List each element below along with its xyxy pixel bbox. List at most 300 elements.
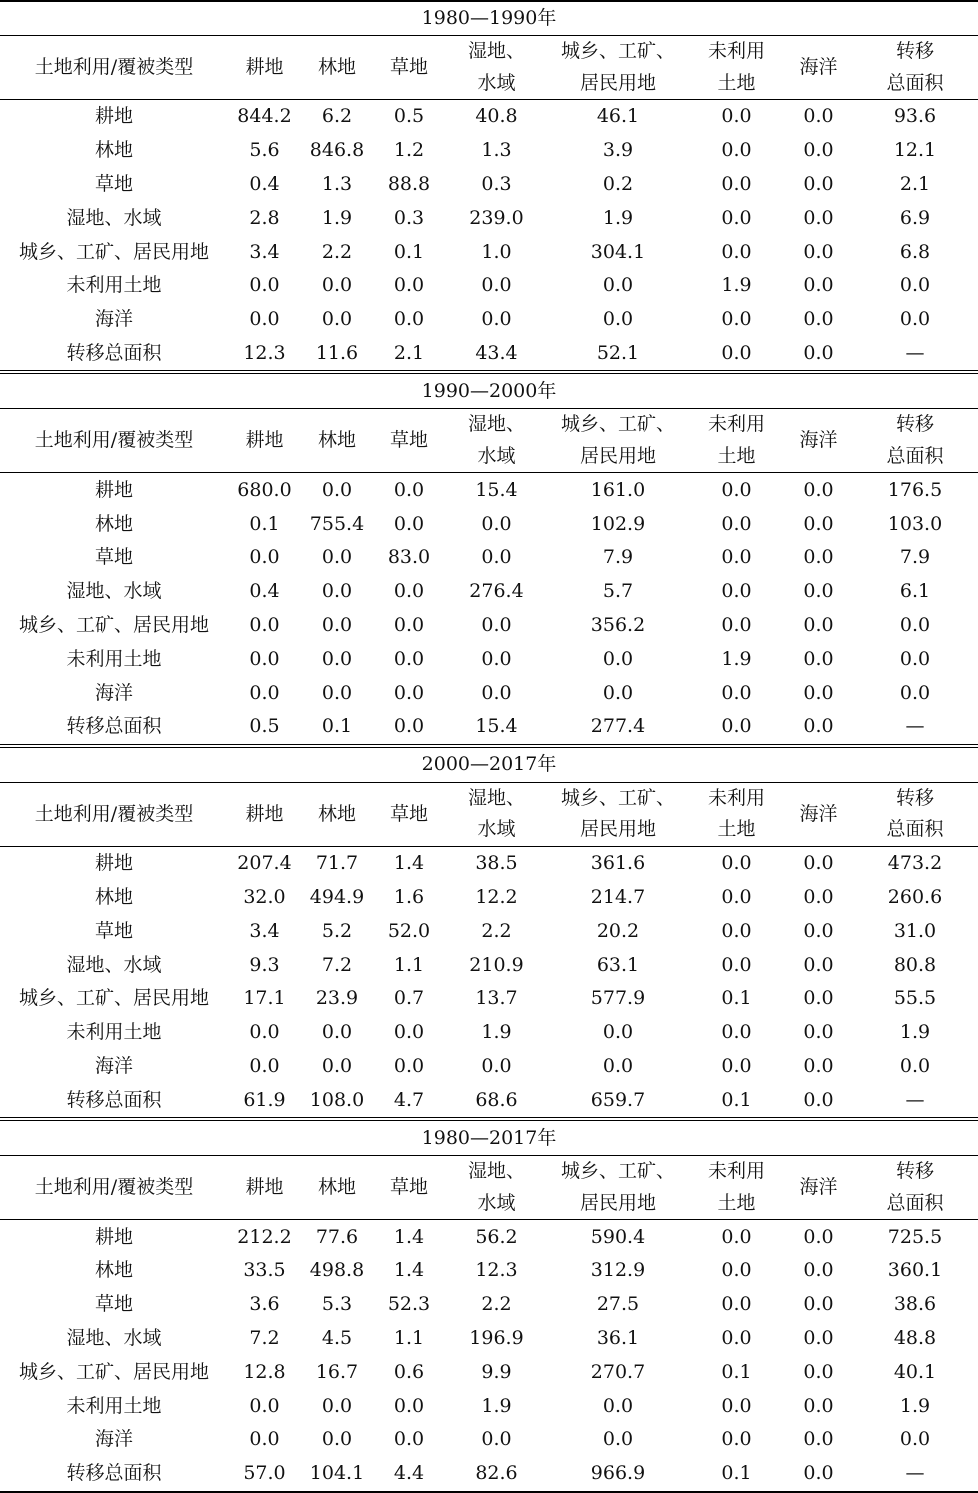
row-label: 未利用土地 xyxy=(66,274,162,297)
cell-ocean: 0.0 xyxy=(803,1088,834,1111)
cell-wetland: 0.0 xyxy=(481,512,512,535)
cell-wetland: 38.5 xyxy=(475,852,518,875)
table-row xyxy=(0,1322,978,1356)
period-title: 1980—2017年 xyxy=(0,1119,978,1156)
cell-grass: 0.0 xyxy=(393,274,425,297)
cell-total: 0.0 xyxy=(899,1054,931,1077)
header-unused-line2: 土地 xyxy=(688,1187,785,1220)
cell-urban: 0.0 xyxy=(602,647,634,670)
cell-grass: 0.6 xyxy=(393,1360,425,1383)
header-wetland-line2: 水域 xyxy=(445,67,548,100)
cell-urban: 1.9 xyxy=(602,206,634,229)
cell-urban: 312.9 xyxy=(590,1259,646,1282)
cell-urban: 0.0 xyxy=(602,308,634,331)
cell-wetland: 0.3 xyxy=(481,172,512,195)
header-total-line1: 转移 xyxy=(895,786,934,809)
cell-urban: 590.4 xyxy=(590,1225,646,1248)
cell-farmland: 3.6 xyxy=(249,1293,280,1316)
cell-ocean: 0.0 xyxy=(803,308,834,331)
cell-ocean: 0.0 xyxy=(803,1394,834,1417)
cell-farmland: 17.1 xyxy=(243,987,286,1010)
cell-unused: 0.0 xyxy=(721,341,752,364)
cell-total: 93.6 xyxy=(893,105,937,128)
header-forest: 林地 xyxy=(301,409,373,473)
cell-grass: 1.6 xyxy=(393,885,425,908)
header-wetland-line1: 湿地、 xyxy=(467,40,525,62)
cell-total: 176.5 xyxy=(887,478,943,501)
cell-wetland: 0.0 xyxy=(481,681,512,704)
row-label: 草地 xyxy=(94,1293,133,1316)
header-wetland-line1: 湿地、 xyxy=(467,786,525,809)
header-farmland: 耕地 xyxy=(228,1156,301,1220)
cell-grass: 88.8 xyxy=(387,172,431,195)
cell-unused: 0.0 xyxy=(721,1054,752,1077)
cell-total: 0.0 xyxy=(899,1428,931,1451)
period-title: 1980—1990年 xyxy=(0,1,978,36)
cell-unused: 0.0 xyxy=(721,681,752,704)
cell-urban: 0.0 xyxy=(602,274,634,297)
cell-grass: 0.0 xyxy=(393,647,425,670)
header-type-label: 土地利用/覆被类型 xyxy=(0,782,228,846)
cell-ocean: 0.0 xyxy=(803,139,834,162)
cell-urban: 270.7 xyxy=(590,1360,646,1383)
cell-grass: 0.0 xyxy=(393,308,425,331)
cell-forest: 0.0 xyxy=(321,681,353,704)
cell-grass: 4.7 xyxy=(393,1088,425,1111)
row-label: 耕地 xyxy=(94,105,133,128)
header-total-line2: 总面积 xyxy=(852,67,978,100)
cell-unused: 0.0 xyxy=(721,1326,752,1349)
table-row xyxy=(0,1288,978,1322)
table-row xyxy=(0,303,978,337)
cell-forest: 0.0 xyxy=(321,1021,353,1044)
cell-unused: 0.1 xyxy=(688,1457,785,1492)
cell-total: 31.0 xyxy=(893,919,937,942)
cell-grass: 0.0 xyxy=(393,715,425,738)
cell-ocean: 0.0 xyxy=(803,1293,834,1316)
cell-wetland: 43.4 xyxy=(475,341,518,364)
cell-urban: 277.4 xyxy=(590,715,646,738)
table-row xyxy=(0,1423,978,1457)
cell-urban: 5.7 xyxy=(602,580,634,603)
cell-urban: 0.0 xyxy=(602,1021,634,1044)
cell-grass: 0.3 xyxy=(393,206,425,229)
cell-grass: 0.1 xyxy=(393,240,425,263)
cell-wetland: 239.0 xyxy=(469,206,524,229)
cell-grass: 1.4 xyxy=(393,1259,425,1282)
cell-ocean: 0.0 xyxy=(803,240,834,263)
header-total-line1: 转移 xyxy=(895,413,934,436)
table-row xyxy=(0,642,978,676)
table-row xyxy=(0,1016,978,1050)
cell-ocean: 0.0 xyxy=(803,1428,834,1451)
cell-unused: 0.0 xyxy=(721,1394,752,1417)
cell-forest: 0.0 xyxy=(321,1394,353,1417)
cell-wetland: 0.0 xyxy=(481,613,512,636)
row-label: 海洋 xyxy=(94,308,133,331)
cell-ocean: 0.0 xyxy=(803,1360,834,1383)
cell-grass: 0.0 xyxy=(393,580,425,603)
cell-wetland: 1.0 xyxy=(481,240,512,263)
header-farmland: 耕地 xyxy=(228,409,301,473)
cell-total: — xyxy=(852,1457,978,1492)
cell-total: 103.0 xyxy=(887,512,943,535)
cell-wetland: 12.3 xyxy=(475,1259,518,1282)
cell-grass: 52.0 xyxy=(387,919,431,942)
period-title: 2000—2017年 xyxy=(0,746,978,783)
cell-forest: 104.1 xyxy=(301,1457,373,1492)
cell-ocean: 0.0 xyxy=(803,580,834,603)
cell-wetland: 9.9 xyxy=(481,1360,512,1383)
table-row xyxy=(0,100,978,134)
table-row xyxy=(0,541,978,575)
header-total-line1: 转移 xyxy=(895,1160,934,1183)
header-urban-line1: 城乡、工矿、 xyxy=(560,786,675,809)
table-row xyxy=(0,846,978,880)
cell-ocean: 0.0 xyxy=(803,715,834,738)
cell-forest: 5.2 xyxy=(321,919,353,942)
row-label: 耕地 xyxy=(94,1225,133,1248)
cell-unused: 0.0 xyxy=(721,105,752,128)
cell-farmland: 32.0 xyxy=(243,885,286,908)
table-row xyxy=(0,881,978,915)
cell-farmland: 0.0 xyxy=(249,1428,280,1451)
table-row xyxy=(0,710,978,746)
cell-farmland: 2.8 xyxy=(249,206,280,229)
cell-wetland: 13.7 xyxy=(475,987,518,1010)
cell-grass: 1.2 xyxy=(393,139,425,162)
cell-urban: 102.9 xyxy=(590,512,646,535)
cell-ocean: 0.0 xyxy=(803,953,834,976)
cell-farmland: 0.0 xyxy=(249,647,280,670)
row-label: 林地 xyxy=(94,1259,133,1282)
cell-forest: 846.8 xyxy=(309,139,365,162)
table-row xyxy=(0,134,978,168)
cell-grass: 83.0 xyxy=(387,546,431,569)
row-label: 城乡、工矿、居民用地 xyxy=(18,240,209,263)
cell-urban: 0.0 xyxy=(602,681,634,704)
period-row xyxy=(0,746,978,783)
header-unused-line1: 未利用 xyxy=(707,786,765,809)
cell-total: — xyxy=(905,1088,925,1111)
cell-grass: 0.5 xyxy=(393,105,425,128)
cell-total: 260.6 xyxy=(887,885,943,908)
header-row xyxy=(0,36,978,68)
cell-farmland: 0.0 xyxy=(249,1054,280,1077)
cell-total: 48.8 xyxy=(893,1326,937,1349)
cell-forest: 71.7 xyxy=(315,852,359,875)
cell-total: 0.0 xyxy=(899,613,931,636)
cell-total: — xyxy=(905,341,925,364)
row-label: 耕地 xyxy=(94,478,133,501)
table-row xyxy=(0,473,978,507)
cell-urban: 161.0 xyxy=(590,478,646,501)
cell-wetland: 0.0 xyxy=(481,1054,512,1077)
cell-ocean: 0.0 xyxy=(803,274,834,297)
cell-urban: 3.9 xyxy=(602,139,634,162)
table-row xyxy=(0,982,978,1016)
header-urban-line2: 居民用地 xyxy=(548,67,688,100)
period-title: 1990—2000年 xyxy=(0,372,978,409)
table-row xyxy=(0,235,978,269)
cell-wetland: 40.8 xyxy=(475,105,518,128)
cell-wetland: 196.9 xyxy=(469,1326,524,1349)
cell-unused: 0.0 xyxy=(721,1225,752,1248)
row-label: 草地 xyxy=(94,172,133,195)
cell-urban: 46.1 xyxy=(596,105,640,128)
cell-total: 12.1 xyxy=(893,139,937,162)
cell-farmland: 57.0 xyxy=(228,1457,301,1492)
cell-forest: 0.0 xyxy=(321,1428,353,1451)
cell-wetland: 2.2 xyxy=(481,1293,512,1316)
cell-farmland: 12.3 xyxy=(243,341,286,364)
cell-urban: 7.9 xyxy=(602,546,634,569)
cell-grass: 2.1 xyxy=(393,341,425,364)
cell-wetland: 210.9 xyxy=(469,953,524,976)
cell-urban: 27.5 xyxy=(596,1293,640,1316)
cell-urban: 577.9 xyxy=(590,987,646,1010)
cell-farmland: 33.5 xyxy=(243,1259,286,1282)
row-label: 未利用土地 xyxy=(66,647,162,670)
cell-farmland: 0.4 xyxy=(249,580,280,603)
cell-total: 55.5 xyxy=(893,987,937,1010)
cell-urban: 0.0 xyxy=(602,1054,634,1077)
cell-ocean: 0.0 xyxy=(803,852,834,875)
header-urban-line1: 城乡、工矿、 xyxy=(560,413,675,436)
cell-urban: 36.1 xyxy=(596,1326,640,1349)
cell-ocean: 0.0 xyxy=(803,206,834,229)
header-type-label: 土地利用/覆被类型 xyxy=(0,409,228,473)
cell-wetland: 1.9 xyxy=(481,1021,512,1044)
cell-forest: 4.5 xyxy=(321,1326,353,1349)
cell-forest: 0.1 xyxy=(321,715,353,738)
cell-grass: 0.0 xyxy=(393,1054,425,1077)
table-row xyxy=(0,269,978,303)
cell-farmland: 5.6 xyxy=(249,139,280,162)
cell-ocean: 0.0 xyxy=(803,172,834,195)
cell-wetland: 0.0 xyxy=(481,308,512,331)
cell-farmland: 0.0 xyxy=(249,613,280,636)
cell-unused: 0.0 xyxy=(721,580,752,603)
cell-total: 2.1 xyxy=(899,172,931,195)
cell-wetland: 1.3 xyxy=(481,139,512,162)
cell-total: 725.5 xyxy=(887,1225,943,1248)
cell-urban: 356.2 xyxy=(590,613,646,636)
table-row xyxy=(0,914,978,948)
cell-farmland: 0.0 xyxy=(249,1394,280,1417)
header-urban-line2: 居民用地 xyxy=(548,440,688,473)
cell-unused: 0.0 xyxy=(721,1259,752,1282)
table-row xyxy=(0,575,978,609)
row-label: 海洋 xyxy=(94,1428,133,1451)
header-row xyxy=(0,1156,978,1188)
table-row xyxy=(0,1254,978,1288)
header-wetland-line1: 湿地、 xyxy=(467,413,525,436)
cell-unused: 0.0 xyxy=(721,1293,752,1316)
row-label: 未利用土地 xyxy=(66,1394,162,1417)
table-row xyxy=(0,1220,978,1254)
cell-wetland: 0.0 xyxy=(481,1428,512,1451)
header-forest: 林地 xyxy=(301,782,373,846)
cell-farmland: 680.0 xyxy=(237,478,292,501)
header-ocean: 海洋 xyxy=(785,782,852,846)
cell-farmland: 0.0 xyxy=(249,1021,280,1044)
cell-farmland: 844.2 xyxy=(237,105,292,128)
cell-unused: 0.0 xyxy=(721,308,752,331)
row-label: 草地 xyxy=(94,546,133,569)
cell-unused: 0.0 xyxy=(721,206,752,229)
cell-unused: 0.1 xyxy=(721,987,752,1010)
cell-urban: 0.2 xyxy=(602,172,634,195)
row-label: 林地 xyxy=(94,885,133,908)
table-row xyxy=(0,1083,978,1119)
cell-farmland: 7.2 xyxy=(249,1326,280,1349)
table-row xyxy=(0,201,978,235)
cell-unused: 0.0 xyxy=(721,613,752,636)
cell-forest: 2.2 xyxy=(321,240,353,263)
cell-total: 1.9 xyxy=(899,1394,931,1417)
cell-farmland: 0.5 xyxy=(249,715,280,738)
cell-unused: 0.0 xyxy=(721,546,752,569)
header-ocean: 海洋 xyxy=(785,409,852,473)
row-label: 海洋 xyxy=(94,681,133,704)
header-wetland-line2: 水域 xyxy=(445,814,548,847)
cell-total: — xyxy=(905,715,925,738)
row-label: 转移总面积 xyxy=(66,1088,162,1111)
header-forest: 林地 xyxy=(301,36,373,100)
header-urban-line1: 城乡、工矿、 xyxy=(560,40,675,62)
header-unused-line1: 未利用 xyxy=(707,413,765,436)
cell-forest: 755.4 xyxy=(309,512,365,535)
cell-grass: 1.4 xyxy=(393,1225,425,1248)
header-grass: 草地 xyxy=(373,1156,445,1220)
cell-ocean: 0.0 xyxy=(803,919,834,942)
cell-wetland: 15.4 xyxy=(475,715,518,738)
row-label: 林地 xyxy=(94,512,133,535)
cell-unused: 1.9 xyxy=(721,274,752,297)
cell-grass: 4.4 xyxy=(373,1457,445,1492)
cell-wetland: 56.2 xyxy=(475,1225,518,1248)
cell-unused: 0.0 xyxy=(721,1021,752,1044)
cell-wetland: 68.6 xyxy=(475,1088,518,1111)
cell-unused: 0.0 xyxy=(721,919,752,942)
header-urban-line2: 居民用地 xyxy=(548,814,688,847)
header-unused-line2: 土地 xyxy=(688,440,785,473)
row-label: 湿地、水域 xyxy=(66,953,162,976)
cell-urban: 63.1 xyxy=(596,953,640,976)
cell-wetland: 0.0 xyxy=(481,546,512,569)
table-row xyxy=(0,1050,978,1084)
cell-grass: 52.3 xyxy=(387,1293,431,1316)
cell-total: 0.0 xyxy=(899,647,931,670)
cell-grass: 0.0 xyxy=(393,1428,425,1451)
cell-forest: 0.0 xyxy=(321,274,353,297)
cell-farmland: 12.8 xyxy=(243,1360,286,1383)
cell-forest: 0.0 xyxy=(321,478,353,501)
cell-forest: 494.9 xyxy=(309,885,365,908)
cell-wetland: 82.6 xyxy=(445,1457,548,1492)
cell-ocean: 0.0 xyxy=(785,1457,852,1492)
cell-forest: 108.0 xyxy=(309,1088,365,1111)
cell-unused: 0.0 xyxy=(721,953,752,976)
cell-total: 360.1 xyxy=(887,1259,943,1282)
header-grass: 草地 xyxy=(373,782,445,846)
table-row xyxy=(0,948,978,982)
row-label: 转移总面积 xyxy=(0,1457,228,1492)
cell-ocean: 0.0 xyxy=(803,341,834,364)
period-row xyxy=(0,372,978,409)
cell-farmland: 3.4 xyxy=(249,919,280,942)
cell-forest: 0.0 xyxy=(321,546,353,569)
cell-ocean: 0.0 xyxy=(803,1326,834,1349)
period-row xyxy=(0,1119,978,1156)
cell-unused: 0.0 xyxy=(721,240,752,263)
cell-unused: 0.0 xyxy=(721,1428,752,1451)
cell-grass: 1.1 xyxy=(393,1326,425,1349)
cell-urban: 361.6 xyxy=(590,852,646,875)
cell-ocean: 0.0 xyxy=(803,512,834,535)
header-grass: 草地 xyxy=(373,36,445,100)
cell-unused: 0.1 xyxy=(721,1088,752,1111)
cell-wetland: 12.2 xyxy=(475,885,518,908)
cell-unused: 1.9 xyxy=(721,647,752,670)
cell-total: 7.9 xyxy=(899,546,931,569)
row-label: 转移总面积 xyxy=(66,715,162,738)
cell-farmland: 0.1 xyxy=(249,512,280,535)
cell-wetland: 1.9 xyxy=(481,1394,512,1417)
cell-forest: 0.0 xyxy=(321,308,353,331)
cell-ocean: 0.0 xyxy=(803,1259,834,1282)
cell-forest: 77.6 xyxy=(315,1225,359,1248)
row-label: 湿地、水域 xyxy=(66,206,162,229)
table-row xyxy=(0,337,978,373)
row-label: 草地 xyxy=(94,919,133,942)
header-wetland-line2: 水域 xyxy=(445,1187,548,1220)
header-ocean: 海洋 xyxy=(785,1156,852,1220)
header-grass: 草地 xyxy=(373,409,445,473)
header-ocean: 海洋 xyxy=(785,36,852,100)
cell-total: 0.0 xyxy=(899,308,931,331)
cell-urban: 304.1 xyxy=(590,240,646,263)
row-label: 转移总面积 xyxy=(66,341,162,364)
cell-forest: 23.9 xyxy=(315,987,359,1010)
cell-forest: 16.7 xyxy=(315,1360,359,1383)
header-row xyxy=(0,782,978,814)
cell-farmland: 9.3 xyxy=(249,953,280,976)
header-urban-line1: 城乡、工矿、 xyxy=(560,1160,675,1183)
cell-urban: 20.2 xyxy=(596,919,640,942)
header-unused-line2: 土地 xyxy=(688,814,785,847)
cell-grass: 1.1 xyxy=(393,953,425,976)
header-forest: 林地 xyxy=(301,1156,373,1220)
cell-ocean: 0.0 xyxy=(803,546,834,569)
cell-grass: 1.4 xyxy=(393,852,425,875)
cell-unused: 0.0 xyxy=(721,512,752,535)
cell-forest: 1.9 xyxy=(321,206,353,229)
cell-farmland: 61.9 xyxy=(243,1088,286,1111)
row-label: 湿地、水域 xyxy=(66,580,162,603)
cell-unused: 0.0 xyxy=(721,139,752,162)
cell-farmland: 212.2 xyxy=(237,1225,292,1248)
table-row xyxy=(0,507,978,541)
cell-ocean: 0.0 xyxy=(803,885,834,908)
cell-total: 473.2 xyxy=(887,852,943,875)
cell-grass: 0.0 xyxy=(393,1394,425,1417)
cell-forest: 0.0 xyxy=(321,613,353,636)
cell-total: 38.6 xyxy=(893,1293,937,1316)
cell-urban: 52.1 xyxy=(596,341,640,364)
header-unused-line2: 土地 xyxy=(688,67,785,100)
